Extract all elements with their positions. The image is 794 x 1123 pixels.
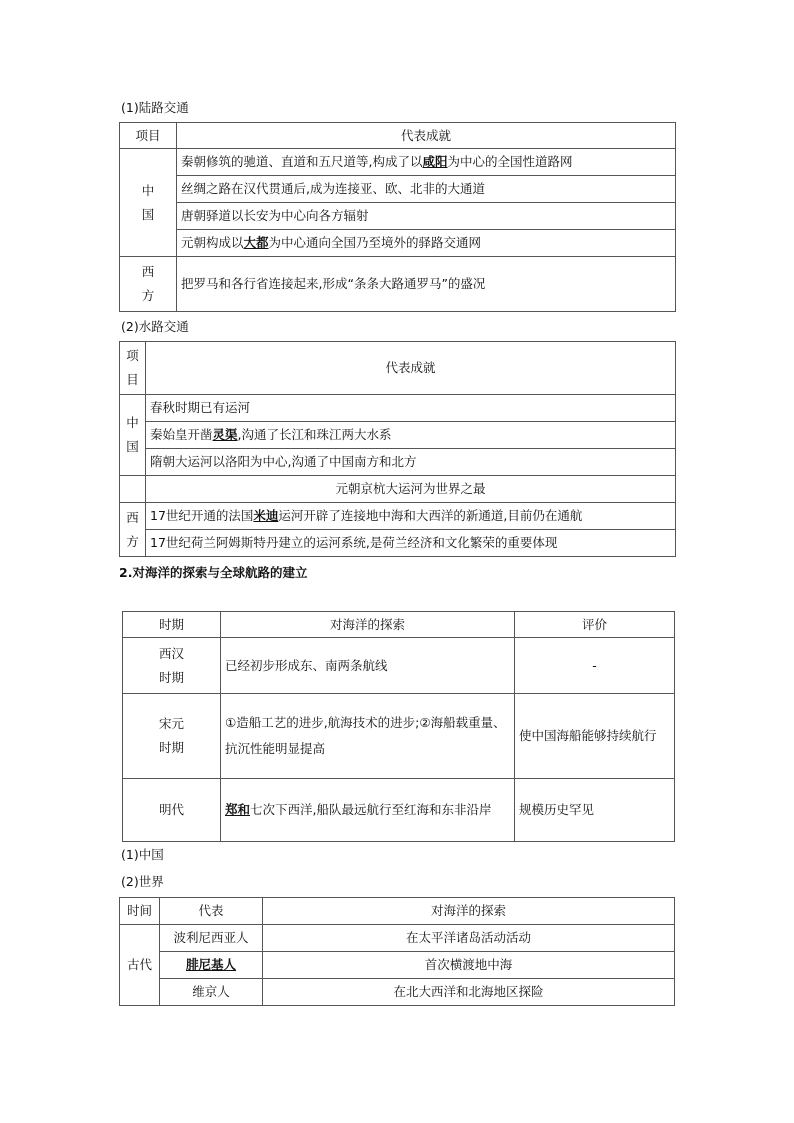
ocean-period: 明代	[123, 779, 221, 842]
world-representative: 维京人	[160, 979, 263, 1006]
world-era: 古代	[120, 925, 160, 1006]
ocean-exploration: 已经初步形成东、南两条航线	[221, 638, 515, 694]
ocean-header-exploration: 对海洋的探索	[221, 612, 515, 638]
water-west-label: 西 方	[120, 503, 146, 557]
water-west-row: 17世纪荷兰阿姆斯特丹建立的运河系统,是荷兰经济和文化繁荣的重要体现	[146, 530, 676, 557]
world-exploration: 在北大西洋和北海地区探险	[263, 979, 675, 1006]
land-west-row: 把罗马和各行省连接起来,形成“条条大路通罗马”的盛况	[177, 257, 676, 312]
land-header-item: 项目	[120, 123, 177, 149]
water-heading: (2)水路交通	[121, 319, 189, 334]
water-table	[119, 341, 676, 557]
land-china-row: 丝绸之路在汉代贯通后,成为连接亚、欧、北非的大通道	[177, 176, 676, 203]
land-heading: (1)陆路交通	[121, 100, 189, 115]
ocean-sub-china: (1)中国	[121, 847, 164, 862]
land-header-achievement: 代表成就	[177, 123, 676, 149]
ocean-period: 西汉 时期	[123, 638, 221, 694]
land-china-row: 秦朝修筑的驰道、直道和五尺道等,构成了以咸阳为中心的全国性道路网	[177, 149, 676, 176]
ocean-exploration: 郑和七次下西洋,船队最远航行至红海和东非沿岸	[221, 779, 515, 842]
ocean-evaluation: -	[515, 638, 675, 694]
underlined-term: 郑和	[225, 801, 251, 817]
ocean-evaluation: 规模历史罕见	[515, 779, 675, 842]
world-representative: 腓尼基人	[160, 952, 263, 979]
water-china-row: 元朝京杭大运河为世界之最	[146, 476, 676, 503]
world-header-exploration: 对海洋的探索	[263, 898, 675, 925]
world-exploration: 首次横渡地中海	[263, 952, 675, 979]
world-header-representative: 代表	[160, 898, 263, 925]
underlined-term: 灵渠	[212, 427, 238, 443]
ocean-header-evaluation: 评价	[515, 612, 675, 638]
water-china-row: 隋朝大运河以洛阳为中心,沟通了中国南方和北方	[146, 449, 676, 476]
ocean-evaluation: 使中国海船能够持续航行	[515, 694, 675, 779]
world-header-time: 时间	[120, 898, 160, 925]
world-exploration: 在太平洋诸岛活动活动	[263, 925, 675, 952]
ocean-sub-world: (2)世界	[121, 874, 164, 889]
water-china-empty-cell	[120, 476, 146, 503]
underlined-term: 大都	[243, 235, 269, 251]
ocean-table	[122, 611, 675, 842]
world-table	[119, 897, 675, 1006]
ocean-header-period: 时期	[123, 612, 221, 638]
land-china-row: 唐朝驿道以长安为中心向各方辐射	[177, 203, 676, 230]
ocean-exploration: ①造船工艺的进步,航海技术的进步;②海船载重量、抗沉性能明显提高	[221, 694, 515, 779]
water-china-row: 春秋时期已有运河	[146, 395, 676, 422]
water-west-row: 17世纪开通的法国米迪运河开辟了连接地中海和大西洋的新通道,目前仍在通航	[146, 503, 676, 530]
land-china-label: 中 国	[120, 149, 177, 257]
water-header-item: 项 目	[120, 342, 146, 395]
ocean-heading: 2.对海洋的探索与全球航路的建立	[119, 565, 308, 580]
land-west-label: 西 方	[120, 257, 177, 312]
world-representative: 波利尼西亚人	[160, 925, 263, 952]
water-china-label: 中 国	[120, 395, 146, 476]
ocean-period: 宋元 时期	[123, 694, 221, 779]
land-china-row: 元朝构成以大都为中心通向全国乃至境外的驿路交通网	[177, 230, 676, 257]
land-table	[119, 122, 676, 312]
water-header-achievement: 代表成就	[146, 342, 676, 395]
water-china-row: 秦始皇开凿灵渠,沟通了长江和珠江两大水系	[146, 422, 676, 449]
underlined-term: 米迪	[253, 508, 279, 524]
underlined-term: 咸阳	[422, 154, 448, 170]
